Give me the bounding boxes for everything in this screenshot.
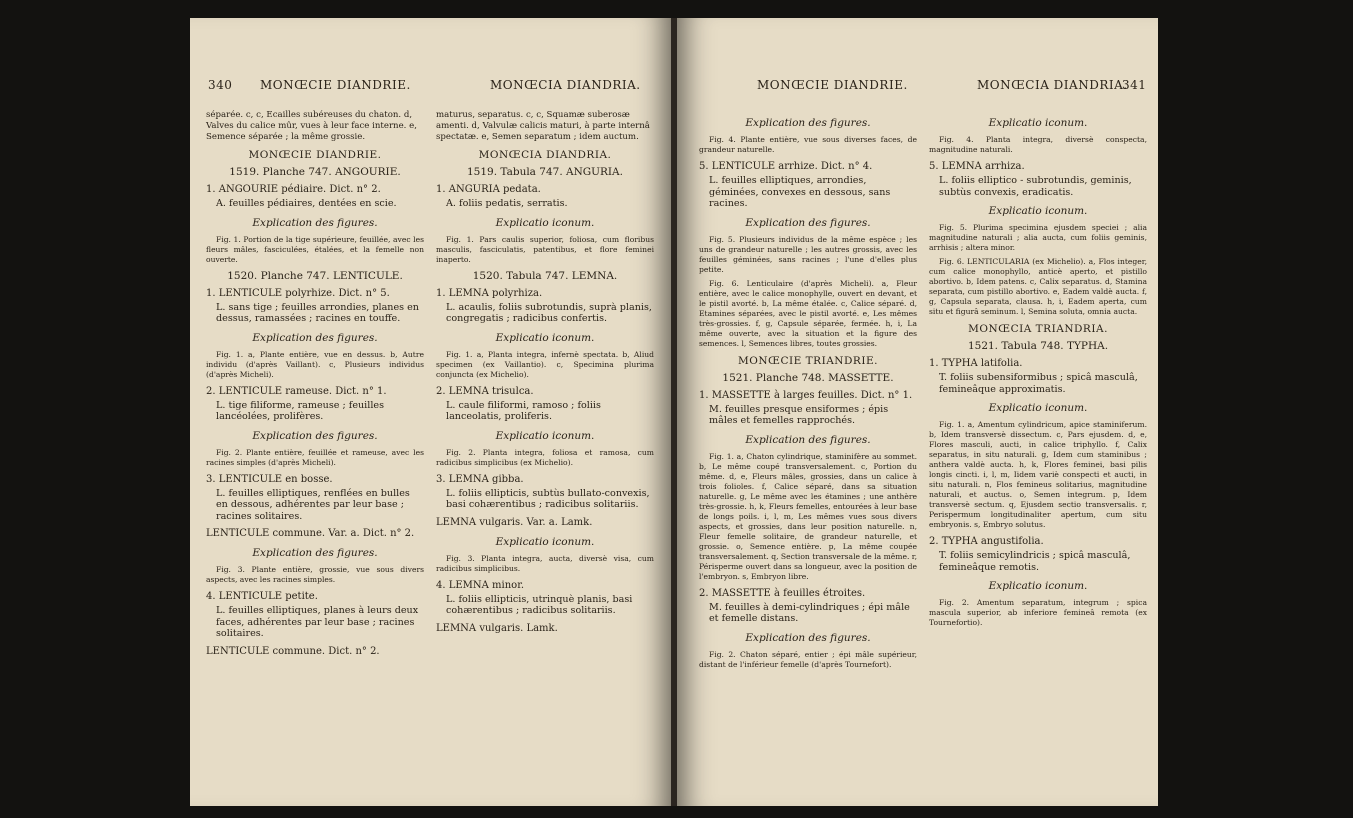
species-description: A. feuilles pédiaires, dentées en scie.: [216, 198, 397, 209]
figure-caption: Fig. 6. LENTICULARIA (ex Michelio). a, Flos integer, cum calice monophyllo, anticè aperto, et pistillo abortivo. b, Idem patens. c, Calix separatus. d, Stamina separata, cum pistillo abortivo. e, Eadem valdè aucta. f, g, Capsula separata, clausa. h, i, Eadem aperta, cum situ et figurâ seminum. l, Semina soluta, omnia aucta.: [929, 257, 1147, 316]
left-column-french: [206, 110, 424, 660]
continuation-text: séparée. c, c, Ecailles subéreuses du chaton. d, Valves du calice mûr, vues à leur face interne. e, Semence séparée ; la même grossie.: [206, 110, 417, 142]
species-entry: 5. LEMNA arrhiza.: [929, 161, 1025, 172]
species-description: M. feuilles à demi-cylindriques ; épi mâle et femelle distans.: [709, 601, 910, 624]
variety-line: LENTICULE commune. Var. a. Dict. n° 2.: [206, 528, 415, 539]
figure-caption: Fig. 4. Plante entière, vue sous diverses faces, de grandeur naturelle.: [699, 135, 917, 154]
variety-line: LEMNA vulgaris. Var. a. Lamk.: [436, 516, 593, 528]
species-description: A. foliis pedatis, serratis.: [446, 198, 568, 209]
figure-caption: Fig. 1. Portion de la tige supérieure, feuillée, avec les fleurs mâles, fasciculées, étalées, et la femelle non ouverte.: [206, 234, 424, 264]
figure-caption: Fig. 3. Plante entière, grossie, vue sous divers aspects, avec les racines simples.: [206, 565, 424, 584]
page-number-left: 340: [208, 78, 233, 92]
right-column-french: [699, 110, 917, 674]
explication-heading: Explication des figures.: [252, 331, 378, 344]
variety-line: LENTICULE commune. Dict. n° 2.: [206, 645, 380, 657]
species-description: L. feuilles elliptiques, planes à leurs deux faces, adhérentes par leur base ; racines solitaires.: [216, 605, 419, 639]
explication-heading: Explicatio iconum.: [988, 580, 1088, 592]
explication-heading: Explication des figures.: [745, 631, 871, 644]
species-description: T. foliis semicylindricis ; spicâ masculâ, femineâque remotis.: [939, 550, 1131, 573]
left-page: [190, 18, 671, 806]
explication-heading: Explicatio iconum.: [988, 205, 1088, 217]
explication-heading: Explication des figures.: [252, 429, 378, 442]
running-head-left-fr: MONŒCIE DIANDRIE.: [260, 78, 411, 92]
figure-caption: Fig. 1. a, Planta integra, infernè spectata. b, Aliud specimen (ex Vaillantio). c, Specimina plurima conjuncta (ex Michelio).: [436, 349, 654, 379]
right-page: [677, 18, 1158, 806]
figure-caption: Fig. 1. a, Plante entière, vue en dessus. b, Autre individu (d'après Vaillant). c, Plusieurs individus (d'après Micheli).: [206, 349, 424, 379]
running-head-left-la: MONŒCIA DIANDRIA.: [490, 78, 641, 92]
species-entry: 5. LENTICULE arrhize. Dict. n° 4.: [699, 161, 873, 172]
explication-heading: Explicatio iconum.: [495, 331, 595, 344]
species-description: L. acaulis, foliis subrotundis, suprà planis, congregatis ; radicibus confertis.: [446, 301, 652, 324]
figure-caption: Fig. 2. Amentum separatum, integrum ; spica mascula superior, ab inferiore femineâ remota (ex Tournefortio).: [929, 598, 1147, 627]
figure-caption: Fig. 1. Pars caulis superior, foliosa, cum floribus masculis, fasciculatis, patentibus, et flore feminei inaperto.: [436, 234, 654, 264]
explication-heading: Explication des figures.: [745, 117, 871, 129]
species-description: L. sans tige ; feuilles arrondies, planes en dessus, ramassées ; racines en touffe.: [216, 301, 419, 324]
species-description: M. feuilles presque ensiformes ; épis mâles et femelles rapprochés.: [709, 403, 889, 426]
left-column-latin: [436, 110, 654, 637]
species-description: T. foliis subensiformibus ; spicâ masculâ, femineâque approximatis.: [939, 372, 1138, 395]
species-entry: 3. LEMNA gibba.: [436, 473, 524, 485]
page-number-right: 341: [1122, 78, 1147, 92]
species-entry: 2. TYPHA angustifolia.: [929, 536, 1044, 547]
species-entry: 2. LEMNA trisulca.: [436, 385, 534, 397]
plate-heading: 1520. Tabula 747. LEMNA.: [472, 269, 618, 282]
explication-heading: Explication des figures.: [745, 216, 871, 229]
figure-caption: Fig. 6. Lenticulaire (d'après Micheli). a, Fleur entière, avec le calice monophylle, ouvert en devant, et le pistil avorté. b, La même étalée. c, Calice séparé. d, Etamines séparées, avec le pistil avorté. e, Les mêmes très-grossies. f, g, Capsule séparée, fermée. h, i, La même ouverte, avec la situation et la figure des semences. l, Semences libres, toutes grossies.: [699, 278, 917, 348]
running-head-right-la: MONŒCIA DIANDRIA.: [977, 78, 1128, 92]
variety-line: LEMNA vulgaris. Lamk.: [436, 622, 558, 634]
section-heading: MONŒCIA TRIANDRIA.: [968, 323, 1108, 335]
species-description: L. tige filiforme, rameuse ; feuilles lancéolées, prolifères.: [216, 399, 384, 422]
species-description: L. feuilles elliptiques, arrondies, géminées, convexes en dessous, sans racines.: [709, 175, 891, 209]
species-entry: 4. LEMNA minor.: [436, 579, 525, 591]
species-description: L. foliis elliptico - subrotundis, geminis, subtùs convexis, eradicatis.: [939, 175, 1132, 198]
explication-heading: Explicatio iconum.: [495, 429, 595, 442]
species-description: L. foliis ellipticis, subtùs bullato-convexis, basi cohærentibus ; radicibus solitariis.: [446, 487, 650, 510]
species-entry: 4. LENTICULE petite.: [206, 591, 318, 602]
figure-caption: Fig. 1. a, Chaton cylindrique, staminifère au sommet. b, Le même coupé transversalement. c, Portion du même. d, e, Fleurs mâles, grossies, dans un calice à trois folioles. f, Calice séparé, dans sa situation naturelle. g, Le même avec les étamines ; une anthère très-grossie. h, k, Fleurs femelles, entourées à leur base de longs poils. i, l, m, Les mêmes vues sous divers aspects, et grossies, dans leur position naturelle. n, Fleur femelle solitaire, de grandeur naturelle, et grossie. o, Semence entière. p, La même coupée transversalement. q, Section transversale de la même. r, Périsperme ouvert dans sa longueur, avec la position de l'embryon. s, Embryon libre.: [699, 451, 917, 581]
figure-caption: Fig. 3. Planta integra, aucta, diversè visa, cum radicibus simplicibus.: [436, 553, 654, 573]
plate-heading: 1520. Planche 747. LENTICULE.: [227, 269, 403, 282]
section-heading: MONŒCIA DIANDRIA.: [478, 149, 612, 161]
figure-caption: Fig. 2. Chaton séparé, entier ; épi mâle supérieur, distant de l'inférieur femelle (d'après Tournefort).: [699, 649, 917, 669]
figure-caption: Fig. 4. Planta integra, diversè conspecta, magnitudine naturali.: [929, 135, 1147, 154]
plate-heading: 1521. Planche 748. MASSETTE.: [722, 371, 894, 384]
explication-heading: Explicatio iconum.: [988, 402, 1088, 414]
continuation-text: maturus, separatus. c, c, Squamæ suberosæ amenti. d, Valvulæ calicis maturi, à parte internâ spectatæ. e, Semen separatum ; idem auctum.: [436, 110, 650, 142]
species-description: L. feuilles elliptiques, renflées en bulles en dessous, adhérentes par leur base ; racines solitaires.: [216, 487, 410, 522]
section-heading: MONŒCIE TRIANDRIE.: [738, 354, 878, 367]
running-head-right-fr: MONŒCIE DIANDRIE.: [757, 78, 908, 92]
figure-caption: Fig. 5. Plusieurs individus de la même espèce ; les uns de grandeur naturelle ; les autres grossis, avec les feuilles géminées, sans racines ; l'une d'elles plus petite.: [699, 234, 917, 274]
figure-caption: Fig. 2. Plante entière, feuillée et rameuse, avec les racines simples (d'après Micheli).: [206, 447, 424, 467]
explication-heading: Explicatio iconum.: [495, 216, 595, 229]
species-entry: 2. MASSETTE à feuilles étroites.: [699, 587, 866, 599]
section-heading: MONŒCIE DIANDRIE.: [248, 149, 382, 161]
species-entry: 1. MASSETTE à larges feuilles. Dict. n° 1.: [699, 389, 913, 401]
species-entry: 1. LEMNA polyrhiza.: [436, 287, 543, 299]
figure-caption: Fig. 1. a, Amentum cylindricum, apice staminiferum. b, Idem transversè dissectum. c, Pars ejusdem. d, e, Flores masculi, aucti, in calice triphyllo. f, Calix separatus, in situ naturali. g, Idem cum staminibus ; anthera valdè aucta. h, k, Flores feminei, basi pilis longis cincti. i, l, m, Iidem variè conspecti et aucti, in situ naturali. n, Flos femineus solitarius, magnitudine naturali, et auctus. o, Semen integrum. p, Idem transversè sectum. q, Ejusdem sectio transversalis. r, Perispermum longitudinaliter apertum, cum situ embryonis. s, Embryo solutus.: [929, 420, 1147, 529]
explication-heading: Explication des figures.: [745, 433, 871, 446]
right-column-latin: [929, 110, 1147, 632]
species-description: L. foliis ellipticis, utrinquè planis, basi cohærentibus ; radicibus solitariis.: [446, 593, 633, 616]
figure-caption: Fig. 2. Planta integra, foliosa et ramosa, cum radicibus simplicibus (ex Michelio).: [436, 447, 654, 467]
species-entry: 1. LENTICULE polyrhize. Dict. n° 5.: [206, 287, 390, 299]
species-entry: 1. ANGURIA pedata.: [436, 184, 541, 195]
plate-heading: 1519. Tabula 747. ANGURIA.: [467, 166, 623, 178]
plate-heading: 1519. Planche 747. ANGOURIE.: [229, 166, 401, 178]
explication-heading: Explicatio iconum.: [495, 535, 595, 548]
species-entry: 1. TYPHA latifolia.: [929, 358, 1023, 369]
explication-heading: Explication des figures.: [252, 547, 378, 559]
explication-heading: Explicatio iconum.: [988, 117, 1088, 129]
species-entry: 2. LENTICULE rameuse. Dict. n° 1.: [206, 385, 387, 397]
species-entry: 3. LENTICULE en bosse.: [206, 473, 333, 485]
plate-heading: 1521. Tabula 748. TYPHA.: [967, 340, 1109, 352]
species-entry: 1. ANGOURIE pédiaire. Dict. n° 2.: [206, 184, 381, 195]
book-spread: [190, 18, 1158, 808]
figure-caption: Fig. 5. Plurima specimina ejusdem speciei ; alia magnitudine naturali ; alia aucta, cum foliis geminis, arrhisis ; altera minor.: [929, 223, 1147, 252]
species-description: L. caule filiformi, ramoso ; foliis lanceolatis, proliferis.: [446, 399, 601, 422]
explication-heading: Explication des figures.: [252, 216, 378, 229]
